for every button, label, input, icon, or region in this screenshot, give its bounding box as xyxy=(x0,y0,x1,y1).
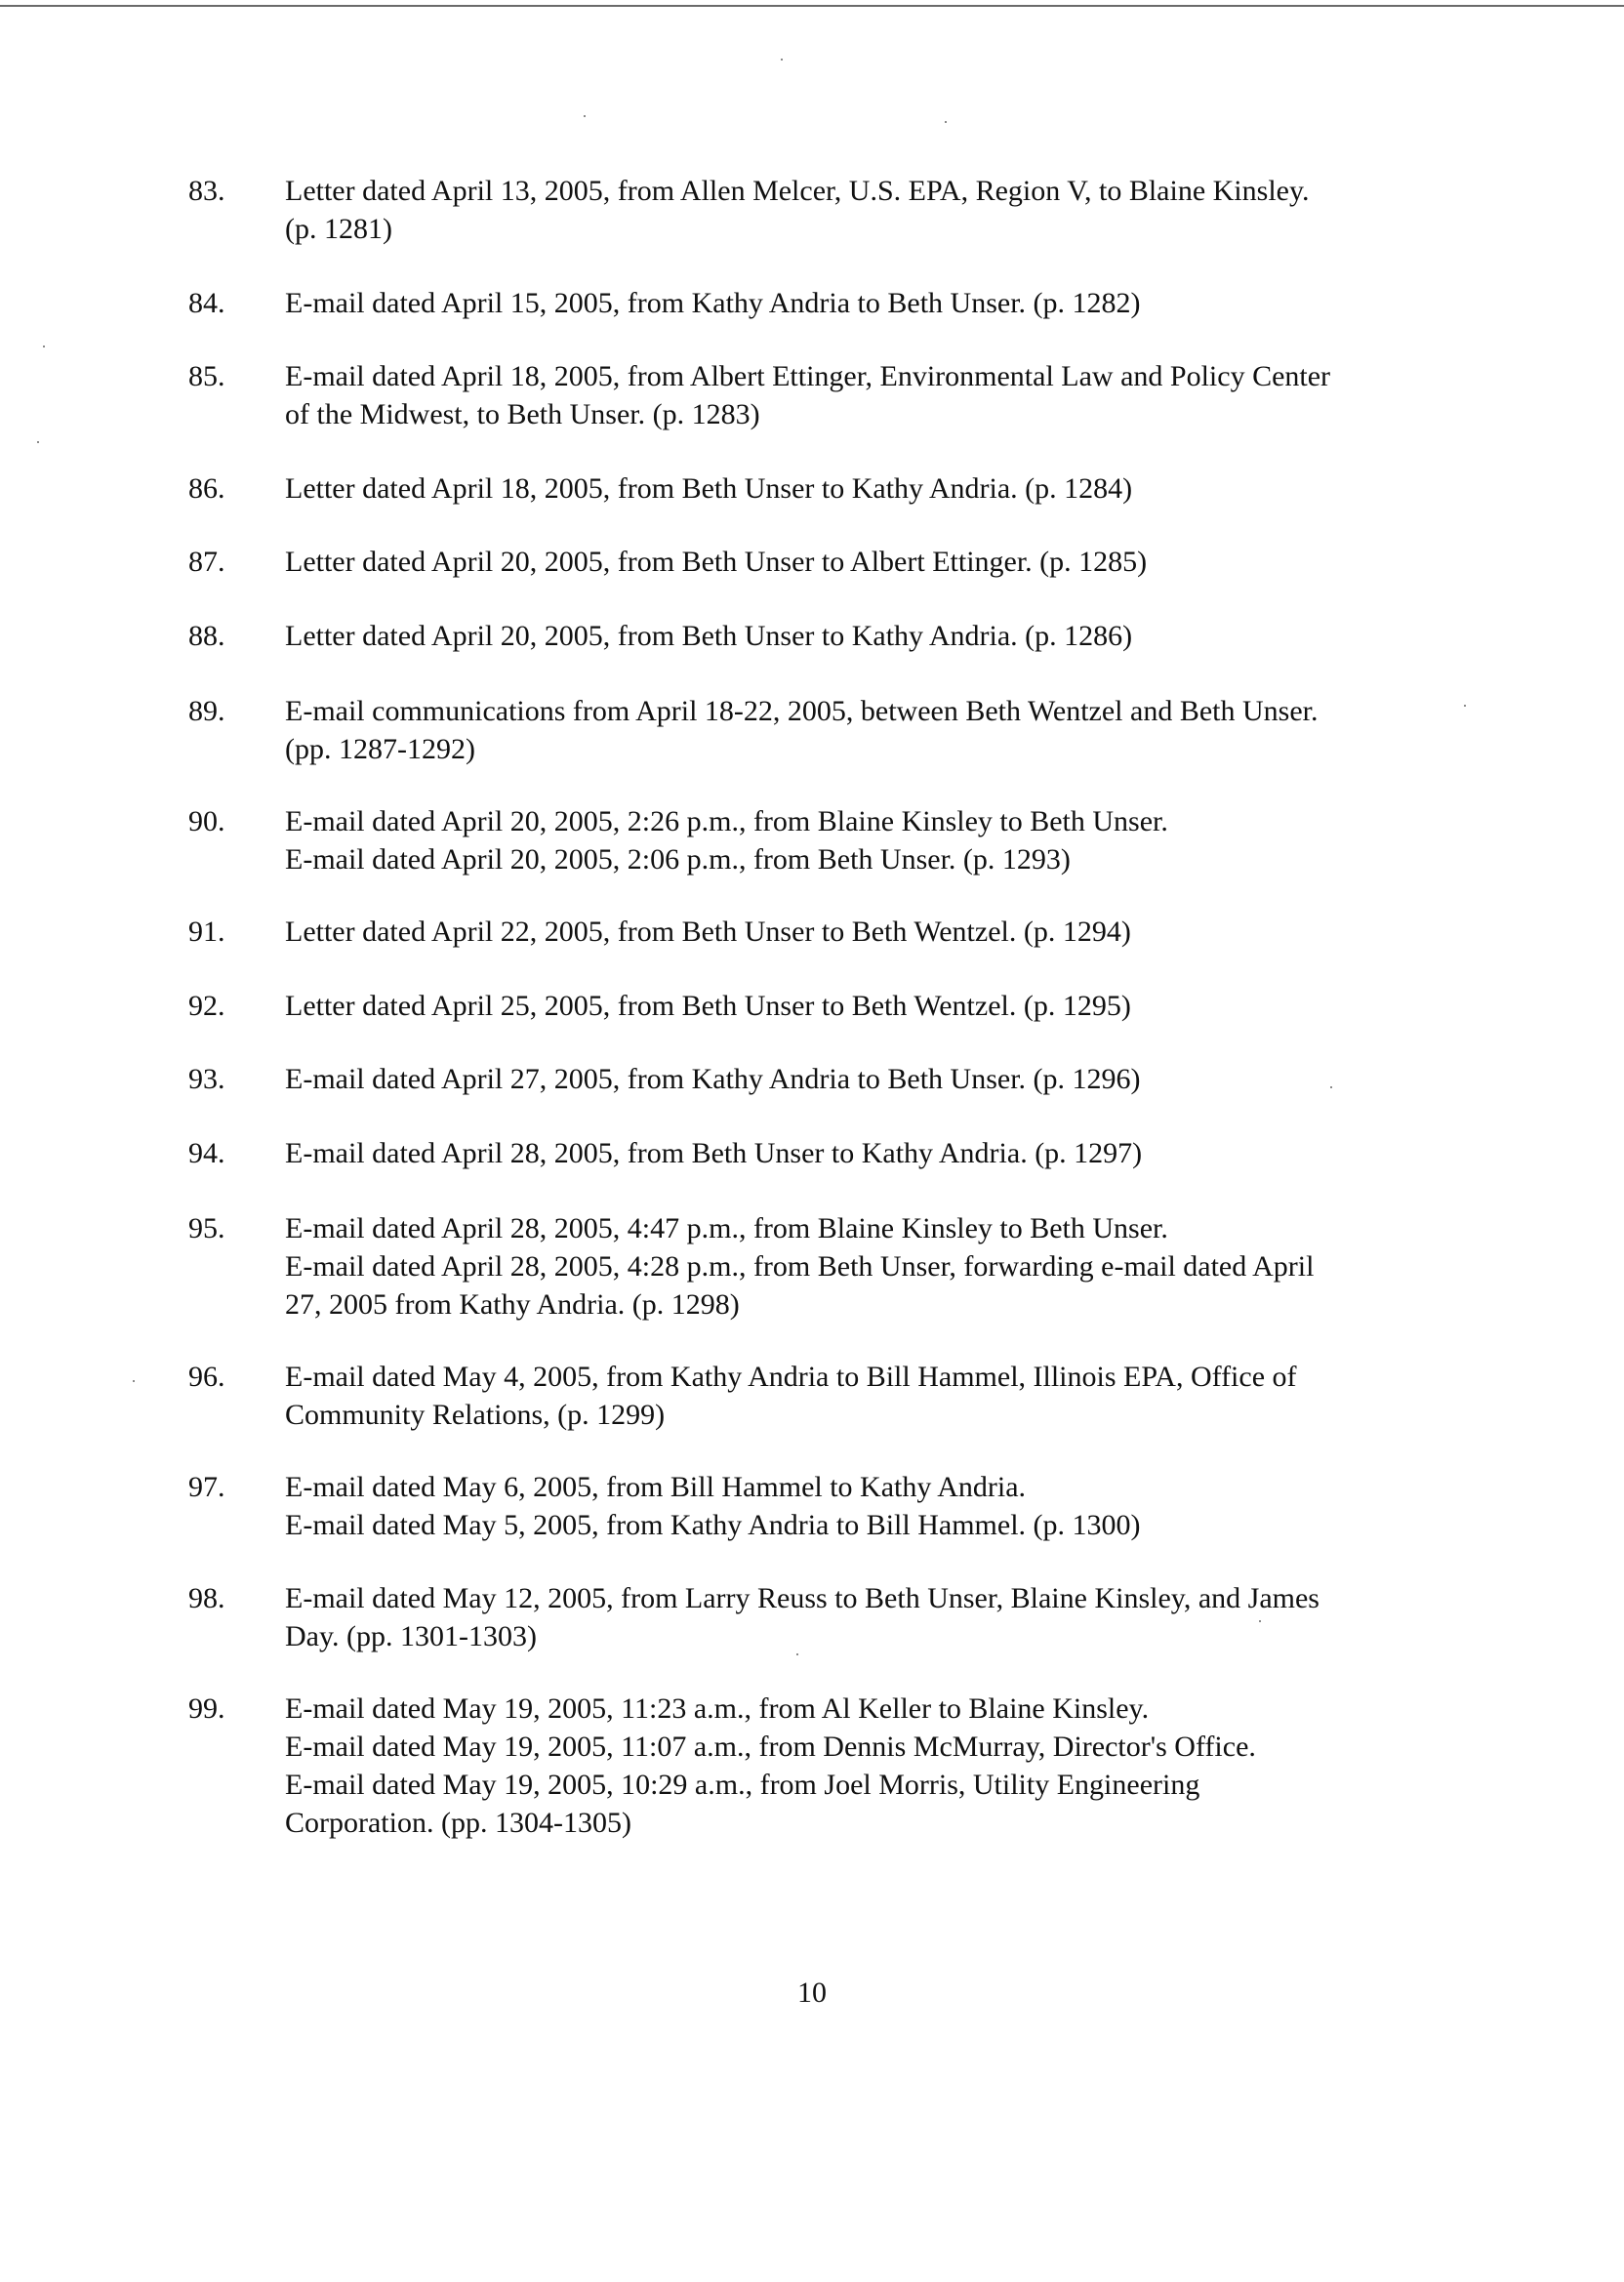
item-text-line: (pp. 1287-1292) xyxy=(285,733,475,765)
item-description xyxy=(285,284,1505,322)
item-text-line: (p. 1281) xyxy=(285,213,392,245)
item-description xyxy=(285,172,1505,248)
page-number: 10 xyxy=(797,1976,827,2009)
item-number: 90. xyxy=(188,805,225,837)
scan-speck xyxy=(37,441,39,443)
item-number: 97. xyxy=(188,1471,225,1503)
scan-speck xyxy=(43,346,45,347)
item-number: 89. xyxy=(188,695,225,727)
item-number: 87. xyxy=(188,546,225,578)
item-text-line: Letter dated April 25, 2005, from Beth Unser to Beth Wentzel. (p. 1295) xyxy=(285,990,1131,1022)
item-text-line: Letter dated April 22, 2005, from Beth Unser to Beth Wentzel. (p. 1294) xyxy=(285,916,1131,948)
item-description xyxy=(285,1690,1505,1842)
item-text-line: Letter dated April 20, 2005, from Beth Unser to Albert Ettinger. (p. 1285) xyxy=(285,546,1148,578)
item-text-line: Letter dated April 18, 2005, from Beth Unser to Kathy Andria. (p. 1284) xyxy=(285,472,1133,505)
item-number: 92. xyxy=(188,990,225,1022)
item-text-line: E-mail dated April 27, 2005, from Kathy Andria to Beth Unser. (p. 1296) xyxy=(285,1063,1141,1095)
item-text-line: E-mail dated April 18, 2005, from Albert Ettinger, Environmental Law and Policy Center xyxy=(285,360,1331,392)
item-text-line: E-mail dated May 19, 2005, 10:29 a.m., from Joel Morris, Utility Engineering xyxy=(285,1769,1200,1801)
item-number: 99. xyxy=(188,1692,225,1725)
item-text-line: E-mail dated May 5, 2005, from Kathy Andria to Bill Hammel. (p. 1300) xyxy=(285,1509,1141,1541)
item-text-line: E-mail dated May 19, 2005, 11:23 a.m., from Al Keller to Blaine Kinsley. xyxy=(285,1692,1150,1725)
item-description xyxy=(285,357,1505,433)
item-description xyxy=(285,1358,1505,1434)
item-description xyxy=(285,1209,1505,1324)
item-text-line: 27, 2005 from Kathy Andria. (p. 1298) xyxy=(285,1288,740,1321)
item-text-line: E-mail dated May 6, 2005, from Bill Hammel to Kathy Andria. xyxy=(285,1471,1027,1503)
item-text-line: E-mail dated April 28, 2005, 4:28 p.m., from Beth Unser, forwarding e-mail dated April xyxy=(285,1250,1315,1283)
item-text-line: Letter dated April 13, 2005, from Allen Melcer, U.S. EPA, Region V, to Blaine Kinsley. xyxy=(285,175,1310,207)
scan-top-rule xyxy=(0,5,1624,7)
item-text-line: E-mail dated May 19, 2005, 11:07 a.m., from Dennis McMurray, Director's Office. xyxy=(285,1731,1256,1763)
scan-speck xyxy=(584,115,586,117)
item-text-line: E-mail dated May 4, 2005, from Kathy Andria to Bill Hammel, Illinois EPA, Office of xyxy=(285,1361,1297,1393)
item-number: 98. xyxy=(188,1582,225,1614)
item-text-line: E-mail dated May 12, 2005, from Larry Reuss to Beth Unser, Blaine Kinsley, and James xyxy=(285,1582,1320,1614)
item-text-line: Community Relations, (p. 1299) xyxy=(285,1399,666,1431)
scan-speck xyxy=(133,1380,135,1382)
item-description xyxy=(285,469,1505,508)
item-description xyxy=(285,802,1505,878)
item-number: 88. xyxy=(188,620,225,652)
item-text-line: E-mail communications from April 18-22, 2005, between Beth Wentzel and Beth Unser. xyxy=(285,695,1319,727)
item-text-line: E-mail dated April 20, 2005, 2:06 p.m., from Beth Unser. (p. 1293) xyxy=(285,843,1071,876)
item-description xyxy=(285,692,1505,768)
item-description xyxy=(285,543,1505,581)
item-text-line: of the Midwest, to Beth Unser. (p. 1283) xyxy=(285,398,760,430)
item-text-line: Corporation. (pp. 1304-1305) xyxy=(285,1807,631,1839)
item-description xyxy=(285,913,1505,951)
item-text-line: E-mail dated April 28, 2005, from Beth Unser to Kathy Andria. (p. 1297) xyxy=(285,1137,1143,1169)
item-number: 94. xyxy=(188,1137,225,1169)
item-description xyxy=(285,617,1505,655)
item-number: 84. xyxy=(188,287,225,319)
item-number: 96. xyxy=(188,1361,225,1393)
item-text-line: E-mail dated April 20, 2005, 2:26 p.m., from Blaine Kinsley to Beth Unser. xyxy=(285,805,1168,837)
item-number: 91. xyxy=(188,916,225,948)
item-text-line: Day. (pp. 1301-1303) xyxy=(285,1620,538,1652)
item-description xyxy=(285,987,1505,1025)
scan-speck xyxy=(945,121,947,123)
item-number: 83. xyxy=(188,175,225,207)
item-text-line: Letter dated April 20, 2005, from Beth Unser to Kathy Andria. (p. 1286) xyxy=(285,620,1133,652)
item-text-line: E-mail dated April 28, 2005, 4:47 p.m., from Blaine Kinsley to Beth Unser. xyxy=(285,1212,1168,1244)
item-description xyxy=(285,1468,1505,1544)
item-description xyxy=(285,1060,1505,1098)
scan-speck xyxy=(781,59,783,61)
item-number: 86. xyxy=(188,472,225,505)
item-number: 85. xyxy=(188,360,225,392)
item-number: 93. xyxy=(188,1063,225,1095)
item-description xyxy=(285,1134,1505,1172)
item-text-line: E-mail dated April 15, 2005, from Kathy Andria to Beth Unser. (p. 1282) xyxy=(285,287,1141,319)
item-number: 95. xyxy=(188,1212,225,1244)
item-description xyxy=(285,1579,1505,1655)
